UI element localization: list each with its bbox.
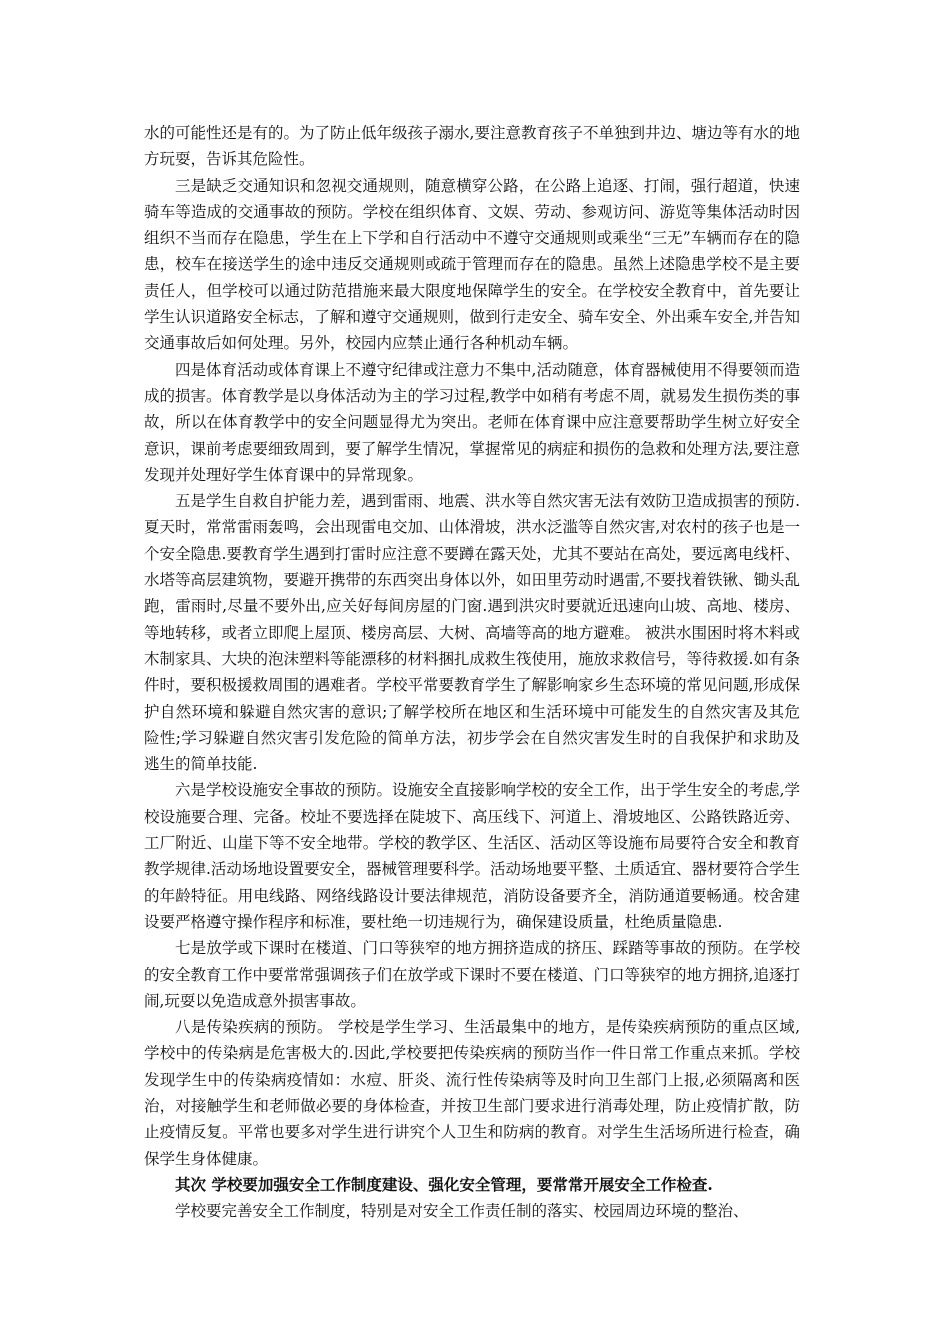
paragraph-8-safety-system: 学校要完善安全工作制度，特别是对安全工作责任制的落实、校园周边环境的整治、	[175, 1202, 749, 1221]
section-heading-safety-management: 其次 学校要加强安全工作制度建设、强化安全管理，要常常开展安全工作检查.	[175, 1174, 713, 1194]
paragraph-3-sports-safety: 四是体育活动或体育课上不遵守纪律或注意力不集中,活动随意，体育器械使用不得要领而造成的损害。体育教学是以身体活动为主的学习过程,教学中如稍有考虑不周，就易发生损伤类的事故，所以在体育教学中的安全问题显得尤为突出。老师在体育课中应注意要帮助学生树立好安全意识，课前考虑要细致周到，要了解学生情况，掌握常见的病症和损伤的急救和处理方法,要注意发现并处理好学生体育课中的异常现象。	[144, 360, 800, 484]
paragraph-1: 水的可能性还是有的。为了防止低年级孩子溺水,要注意教育孩子不单独到井边、塘边等有水的地方玩耍，告诉其危险性。	[144, 124, 800, 169]
paragraph-6-crowding-prevention: 七是放学或下课时在楼道、门口等狭窄的地方拥挤造成的挤压、踩踏等事故的预防。在学校的安全教育工作中要常常强调孩子们在放学或下课时不要在楼道、门口等狭窄的地方拥挤,追逐打闹,玩耍以免造成意外损害事故。	[144, 939, 800, 1010]
paragraph-7-disease-prevention: 八是传染疾病的预防。 学校是学生学习、生活最集中的地方，是传染疾病预防的重点区域,学校中的传染病是危害极大的.因此,学校要把传染疾病的预防当作一件日常工作重点来抓。学校发现学生中的传染病疫情如：水痘、肝炎、流行性传染病等及时向卫生部门上报,必须隔离和医治，对接触学生和老师做必要的身体检查，并按卫生部门要求进行消毒处理，防止疫情扩散，防止疫情反复。平常也要多对学生进行讲究个人卫生和防病的教育。对学生生活场所进行检查，确保学生身体健康。	[144, 1018, 800, 1168]
paragraph-4-natural-disasters: 五是学生自救自护能力差，遇到雷雨、地震、洪水等自然灾害无法有效防卫造成损害的预防.夏天时，常常雷雨轰鸣，会出现雷电交加、山体滑坡，洪水泛滥等自然灾害,对农村的孩子也是一个安全隐患.要教育学生遇到打雷时应注意不要蹲在露天处，尤其不要站在高处，要远离电线杆、水塔等高层建筑物，要避开携带的东西突出身体以外，如田里劳动时遇雷,不要找着铁锹、锄头乱跑，雷雨时,尽量不要外出,应关好每间房屋的门窗.遇到洪灾时要就近迅速向山坡、高地、楼房、等地转移，或者立即爬上屋顶、楼房高层、大树、高墙等高的地方避难。 被洪水围困时将木料或木制家具、大块的泡沫塑料等能漂移的材料捆扎成救生筏使用，施放求救信号，等待救援.如有条件时，要积极援救周围的遇难者。学校平常要教育学生了解影响家乡生态环境的常见问题,形成保护自然环境和躲避自然灾害的意识;了解学校所在地区和生活环境中可能发生的自然灾害及其危险性;学习躲避自然灾害引发危险的简单方法，初步学会在自然灾害发生时的自我保护和求助及逃生的简单技能.	[144, 492, 800, 774]
paragraph-5-facility-safety: 六是学校设施安全事故的预防。设施安全直接影响学校的安全工作，出于学生安全的考虑,学校设施要合理、完备。校址不要选择在陡坡下、高压线下、河道上、滑坡地区、公路铁路近旁、工厂附近、山崖下等不安全地带。学校的教学区、生活区、活动区等设施布局要符合安全和教育教学规律.活动场地设置要安全，器械管理要科学。活动场地要平整、土质适宜、器材要符合学生的年龄特征。用电线路、网络线路设计要法律规范，消防设备要齐全，消防通道要畅通。校舍建设要严格遵守操作程序和标准，要杜绝一切违规行为，确保建设质量，杜绝质量隐患.	[144, 781, 800, 931]
document-body	[144, 120, 800, 1224]
paragraph-2-traffic-safety: 三是缺乏交通知识和忽视交通规则，随意横穿公路，在公路上追逐、打闹，强行超道，快速骑车等造成的交通事故的预防。学校在组织体育、文娱、劳动、参观访问、游览等集体活动时因组织不当而存在隐患，学生在上下学和自行活动中不遵守交通规则或乘坐“三无”车辆而存在的隐患，校车在接送学生的途中违反交通规则或疏于管理而存在的隐患。虽然上述隐患学校不是主要责任人，但学校可以通过防范措施来最大限度地保障学生的安全。在学校安全教育中，首先要让学生认识道路安全标志，了解和遵守交通规则，做到行走安全、骑车安全、外出乘车安全,并告知交通事故后如何处理。另外，校园内应禁止通行各种机动车辆。	[144, 176, 800, 353]
